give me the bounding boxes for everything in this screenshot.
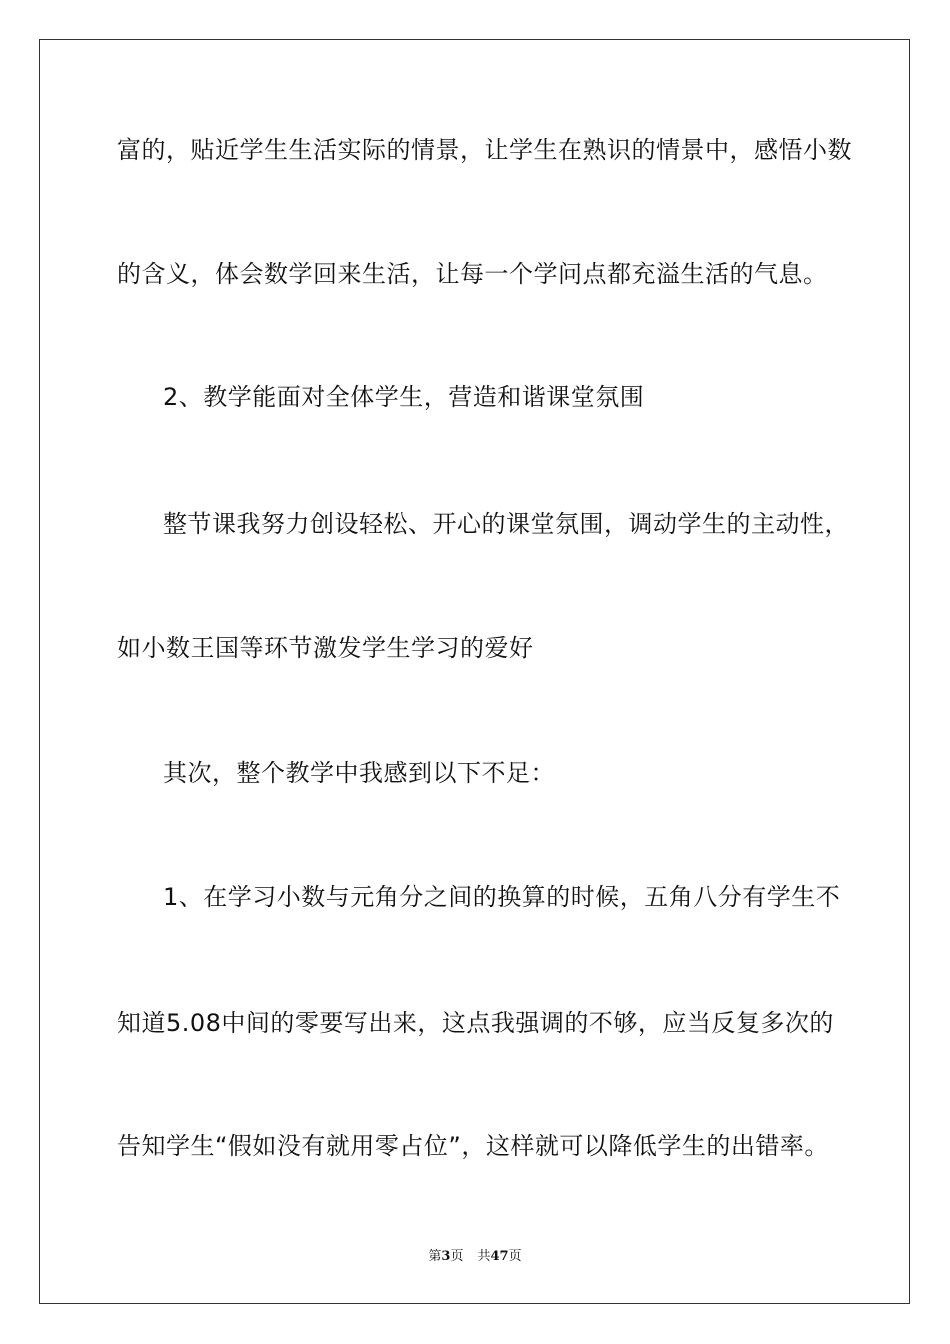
total-pages: 47 (490, 1249, 509, 1264)
section-heading-2: 2、教学能面对全体学生，营造和谐课堂氛围 (163, 383, 645, 411)
total-suffix: 页 (508, 1249, 522, 1264)
text-line-4: 整节课我努力创设轻松、开心的课堂氛围，调动学生的主动性， (163, 510, 849, 538)
page-border (39, 39, 910, 1304)
page-prefix: 第 (428, 1249, 442, 1264)
text-line-5: 如小数王国等环节激发学生学习的爱好 (117, 634, 534, 662)
page-number: 3 (441, 1249, 451, 1264)
text-line-8: 知道5.08中间的零要写出来，这点我强调的不够，应当反复多次的 (117, 1009, 834, 1037)
text-line-6: 其次，整个教学中我感到以下不足： (163, 759, 555, 787)
text-line-7: 1、在学习小数与元角分之间的换算的时候，五角八分有学生不 (163, 883, 841, 911)
text-line-9: 告知学生“假如没有就用零占位”，这样就可以降低学生的出错率。 (117, 1132, 829, 1160)
page-suffix: 页 (450, 1249, 464, 1264)
page-footer (0, 1248, 950, 1266)
text-line-2: 的含义，体会数学回来生活，让每一个学问点都充溢生活的气息。 (117, 260, 828, 288)
text-line-1: 富的，贴近学生生活实际的情景，让学生在熟识的情景中，感悟小数 (117, 136, 852, 164)
total-prefix: 共 (477, 1249, 491, 1264)
